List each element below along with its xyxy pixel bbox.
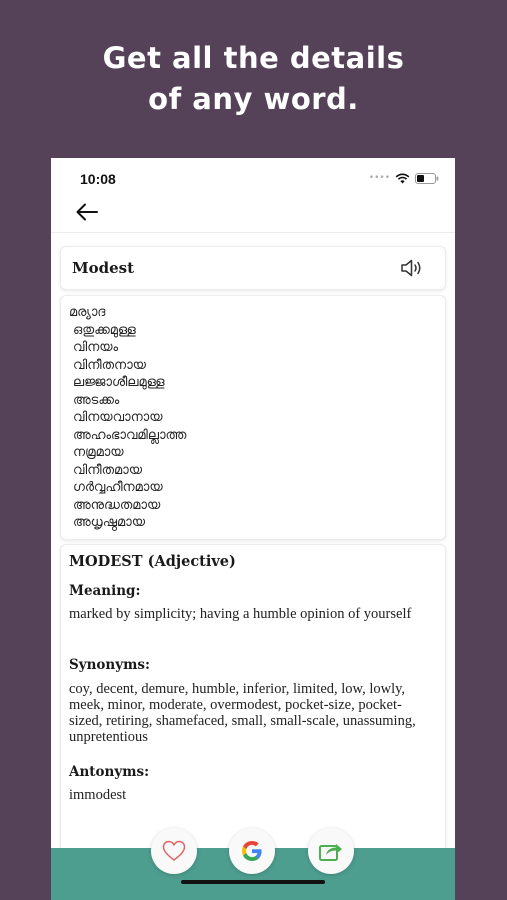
- word-card: [60, 246, 446, 290]
- antonyms-label: Antonyms:: [69, 764, 150, 780]
- malayalam-meaning: വിനീതനായ: [73, 357, 146, 373]
- status-bar: [51, 158, 455, 198]
- malayalam-meanings-card: [60, 295, 446, 540]
- home-indicator: [181, 880, 325, 884]
- promo-line-1: Get all the details: [102, 41, 405, 75]
- malayalam-meaning: മര്യാദ: [69, 305, 106, 320]
- word-title: Modest: [72, 259, 135, 277]
- malayalam-meaning: അഹംഭാവമില്ലാത്ത: [73, 427, 187, 443]
- part-of-speech-title: MODEST (Adjective): [69, 553, 236, 570]
- promo-line-2: of any word.: [148, 82, 359, 116]
- favorite-button[interactable]: [151, 828, 197, 874]
- phone-screen: [51, 158, 455, 900]
- synonyms-text: coy, decent, demure, humble, inferior, limited, low, lowly, meek, minor, moderate, overmodest, pocket-size, pocket-sized, retiring, shamefaced, small, small-scale, unassuming, unpretentious: [69, 681, 416, 745]
- google-icon: [240, 839, 264, 863]
- antonyms-text: immodest: [69, 787, 127, 803]
- back-button[interactable]: [73, 198, 101, 226]
- synonyms-label: Synonyms:: [69, 657, 150, 673]
- malayalam-meaning: നമ്രമായ: [73, 445, 124, 460]
- malayalam-meaning: അധൃഷ്ഠമായ: [73, 515, 146, 530]
- app-header: [51, 194, 455, 233]
- malayalam-meaning: ഗർവ്വഹീനമായ: [73, 480, 163, 495]
- meaning-text: marked by simplicity; having a humble opinion of yourself: [69, 606, 412, 622]
- malayalam-meaning: വിനയവാനായ: [73, 410, 163, 425]
- battery-icon: [415, 173, 439, 184]
- heart-icon: [162, 840, 186, 862]
- malayalam-meaning: അനുദ്ധതമായ: [73, 497, 161, 513]
- pronounce-button[interactable]: [399, 257, 425, 279]
- speaker-icon: [399, 257, 425, 279]
- status-icons: [369, 172, 439, 184]
- malayalam-meaning: അടക്കം: [73, 392, 120, 408]
- share-icon: [318, 839, 344, 863]
- status-time: 10:08: [80, 171, 116, 187]
- google-search-button[interactable]: [229, 828, 275, 874]
- malayalam-meaning: ഒതുക്കമുള്ള: [73, 322, 136, 338]
- arrow-left-icon: [73, 198, 101, 226]
- malayalam-meaning: വിനയം: [73, 340, 119, 355]
- promo-headline: [0, 38, 507, 120]
- share-button[interactable]: [308, 828, 354, 874]
- wifi-icon: [395, 173, 410, 184]
- cellular-signal-icon: ••••: [368, 173, 390, 183]
- malayalam-meaning: ലജ്ജാശീലമുള്ള: [73, 375, 165, 390]
- malayalam-meaning: വിനീതമായ: [73, 462, 143, 478]
- malayalam-meanings-list: [69, 304, 186, 532]
- meaning-label: Meaning:: [69, 583, 141, 599]
